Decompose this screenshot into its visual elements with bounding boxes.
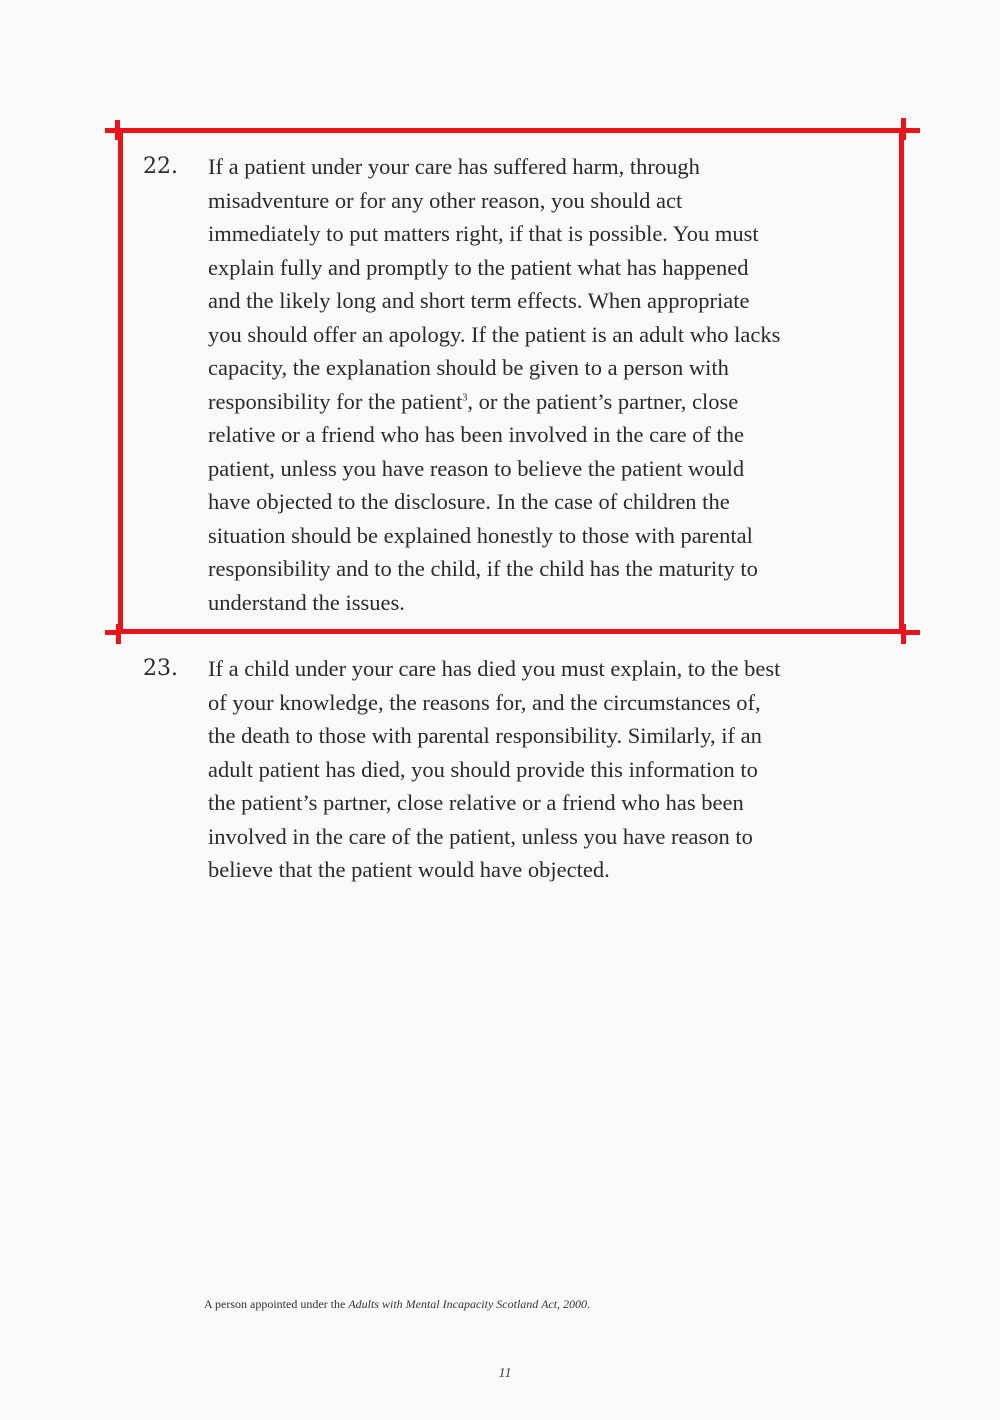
text-line: you should offer an apology. If the patient is an adult who lacks	[208, 321, 781, 347]
text-line: situation should be explained honestly to those with parental	[208, 522, 753, 548]
highlight-box	[118, 128, 904, 634]
text-line: believe that the patient would have objected.	[208, 857, 610, 882]
text-line: relative or a friend who has been involved in the care of the	[208, 422, 745, 447]
text-line: understand the issues.	[208, 589, 405, 615]
text-line: immediately to put matters right, if that is possible. You must	[208, 221, 759, 246]
paragraph-23	[120, 652, 880, 892]
text-line: the death to those with parental responsibility. Similarly, if an	[208, 723, 762, 748]
text-line: involved in the care of the patient, unless you have reason to	[208, 823, 753, 849]
text-line: of your knowledge, the reasons for, and the circumstances of,	[208, 689, 761, 715]
footnote-prefix: A person appointed under the	[204, 1297, 349, 1311]
paragraph-text	[208, 652, 880, 887]
paragraph-number: 22.	[143, 154, 178, 179]
highlight-corner-mark	[105, 630, 120, 635]
highlight-corner-mark	[902, 630, 920, 635]
footnote-reference: 3	[462, 392, 468, 403]
footnote-suffix: .	[587, 1297, 591, 1311]
page-number: 11	[498, 1366, 512, 1381]
text-line: the patient’s partner, close relative or a friend who has been	[208, 790, 744, 815]
highlight-corner-mark	[105, 128, 120, 133]
text-line: patient, unless you have reason to believe the patient would	[208, 455, 745, 481]
highlight-corner-mark	[902, 128, 920, 133]
text-line: misadventure or for any other reason, you should act	[208, 187, 683, 213]
text-segment: responsibility for the patient	[208, 388, 463, 414]
text-segment: , or the patient’s partner, close	[467, 388, 739, 414]
text-line: have objected to the disclosure. In the case of children the	[208, 489, 730, 514]
text-line: adult patient has died, you should provide this information to	[208, 756, 758, 782]
text-line: responsibility and to the child, if the child has the maturity to	[208, 556, 758, 581]
footnote-act-title: Adults with Mental Incapacity Scotland Act, 2000	[348, 1297, 588, 1311]
paragraph-number: 23.	[143, 656, 178, 681]
text-line: If a child under your care has died you must explain, to the best	[208, 656, 781, 681]
text-line: capacity, the explanation should be given to a person with	[208, 355, 729, 380]
text-line: and the likely long and short term effects. When appropriate	[208, 288, 750, 313]
footnote	[204, 1297, 590, 1312]
text-line: If a patient under your care has suffered harm, through	[208, 154, 700, 179]
text-line: explain fully and promptly to the patient what has happened	[208, 254, 749, 280]
